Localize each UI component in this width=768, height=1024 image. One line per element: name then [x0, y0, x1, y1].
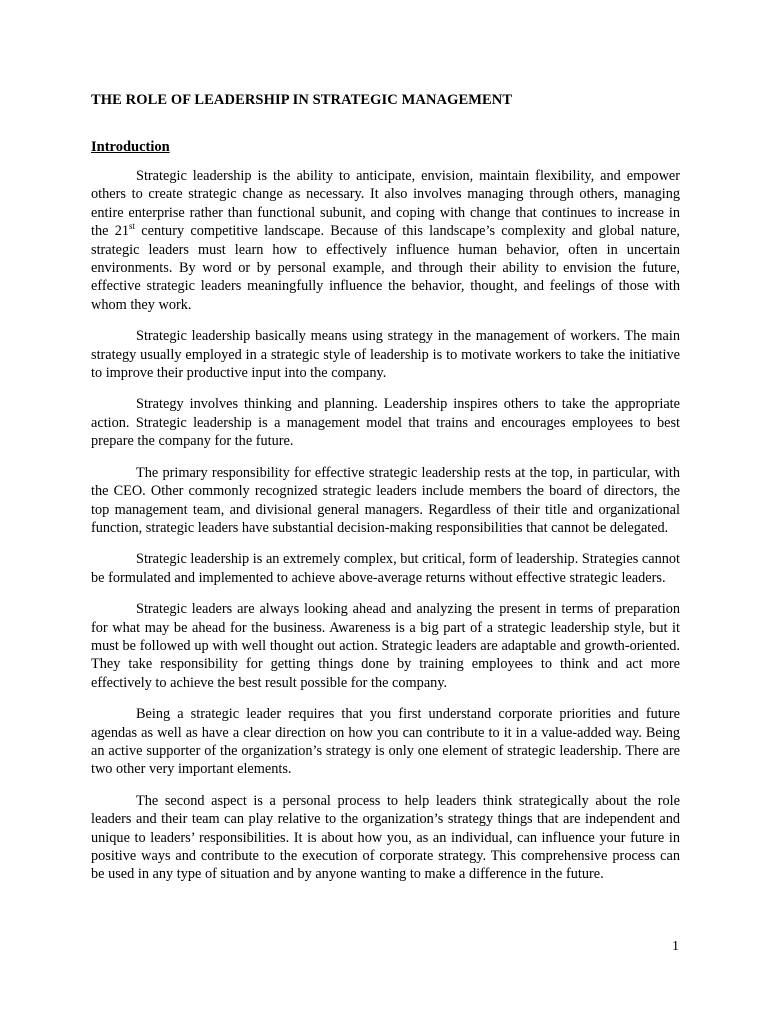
paragraph-5: Strategic leadership is an extremely complex, but critical, form of leadership. Strategies cannot be formulated and implemented to achieve above-average returns without effective strategic leaders.	[91, 551, 680, 586]
section-heading-introduction: Introduction	[91, 139, 170, 155]
superscript-st: st	[129, 221, 136, 232]
paragraph-1-text-b: century competitive landscape. Because of this landscape’s complexity and global nature, strategic leaders must learn how to effectively influence human behavior, often in uncertain environments. By word or by personal example, and through their ability to envision the future, effective strategic leaders meaningfully influence the behavior, thought, and feelings of those with whom they work.	[91, 223, 680, 313]
document-title: THE ROLE OF LEADERSHIP IN STRATEGIC MANAGEMENT	[91, 92, 513, 108]
paragraph-3: Strategy involves thinking and planning. Leadership inspires others to take the appropriate action. Strategic leadership is a management model that trains and encourages employees to best prepare the company for the future.	[91, 396, 680, 450]
paragraph-6: Strategic leaders are always looking ahead and analyzing the present in terms of preparation for what may be ahead for the business. Awareness is a big part of a strategic leadership style, but it must be followed up with well thought out action. Strategic leaders are adaptable and growth-oriented. They take responsibility for getting things done by training employees to think and act more effectively to achieve the best result possible for the company.	[91, 601, 680, 691]
paragraph-8: The second aspect is a personal process to help leaders think strategically about the role leaders and their team can play relative to the organization’s strategy things that are independent and unique to leaders’ responsibilities. It is about how you, as an individual, can influence your future in positive ways and contribute to the execution of corporate strategy. This comprehensive process can be used in any type of situation and by anyone wanting to make a difference in the future.	[91, 792, 680, 883]
paragraph-1	[91, 167, 680, 314]
paragraph-7: Being a strategic leader requires that you first understand corporate priorities and future agendas as well as have a clear direction on how you can contribute to it in a value-added way. Being an active supporter of the organization’s strategy is only one element of strategic leadership. There are two other very important elements.	[91, 706, 680, 778]
page-number: 1	[672, 939, 679, 954]
paragraph-4: The primary responsibility for effective strategic leadership rests at the top, in particular, with the CEO. Other commonly recognized strategic leaders include members the board of directors, the top management team, and divisional general managers. Regardless of their title and organizational function, strategic leaders have substantial decision-making responsibilities that cannot be delegated.	[91, 464, 680, 536]
paragraph-2: Strategic leadership basically means using strategy in the management of workers. The main strategy usually employed in a strategic style of leadership is to motivate workers to take the initiative to improve their productive input into the company.	[91, 328, 680, 382]
paragraph-1-text-a: Strategic leadership is the ability to anticipate, envision, maintain flexibility, and empower others to create strategic change as necessary. It also involves managing through others, managing entire enterprise rather than functional subunit, and coping with change that continues to increase in the 21	[91, 168, 680, 240]
